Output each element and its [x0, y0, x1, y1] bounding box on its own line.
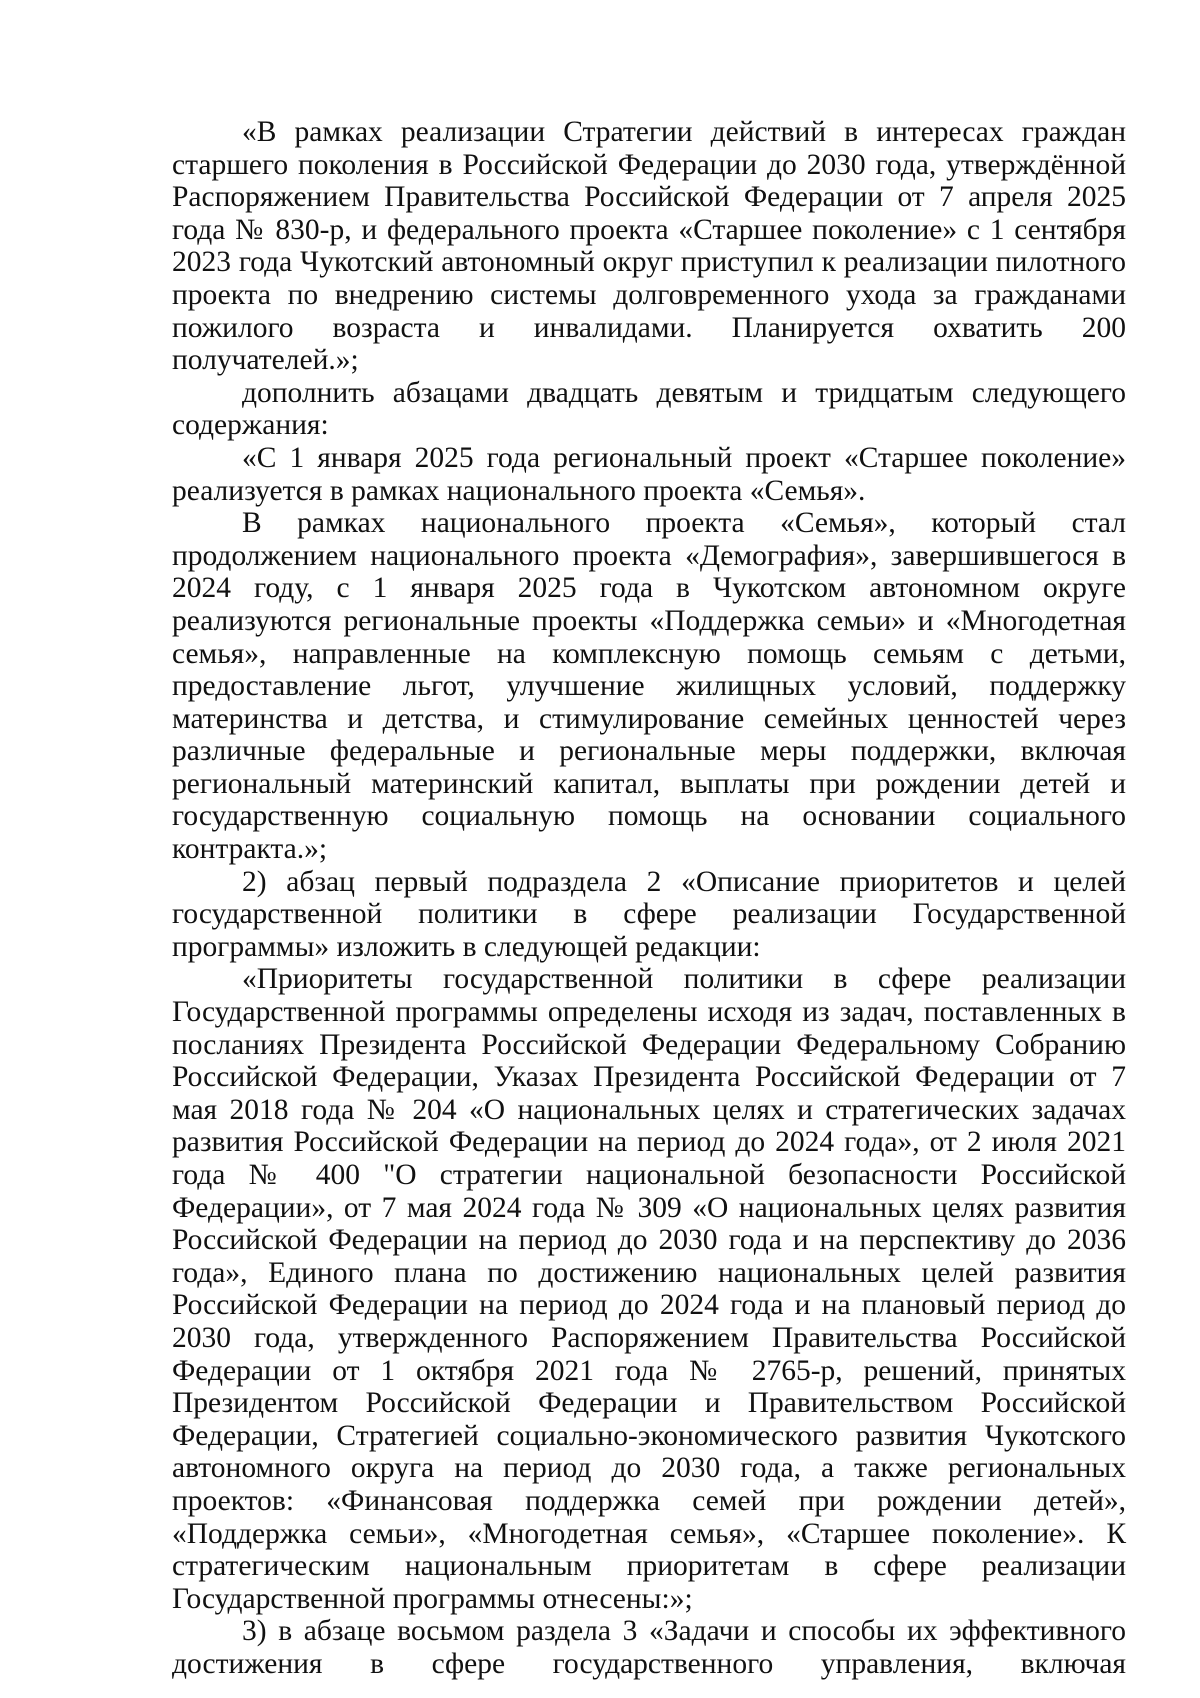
paragraph-item-2: 2) абзац первый подраздела 2 «Описание приоритетов и целей государственной политики в сфере реализации Государственной программы» изложить в следующей редакции:	[172, 865, 1126, 963]
paragraph-item-3: 3) в абзаце восьмом раздела 3 «Задачи и способы их эффективного достижения в сфере государственного управления, включая	[172, 1615, 1126, 1680]
paragraph-ltc-pilot-project: «В рамках реализации Стратегии действий в интересах граждан старшего поколения в Российской Федерации до 2030 года, утверждённой Распоряжением Правительства Российской Федерации от 7 апреля 2025 года № 830-р, и федерального проекта «Старшее поколение» с 1 сентября 2023 года Чукотский автономный округ приступил к реализации пилотного проекта по внедрению системы долговременного ухода за гражданами пожилого возраста и инвалидами. Планируется охватить 200 получателей.»;	[172, 116, 1126, 377]
paragraph-policy-priorities: «Приоритеты государственной политики в сфере реализации Государственной программы определены исходя из задач, поставленных в посланиях Президента Российской Федерации Федеральному Собранию Российской Федерации, Указах Президента Российской Федерации от 7 мая 2018 года № 204 «О национальных целях и стратегических задачах развития Российской Федерации на период до 2024 года», от 2 июля 2021 года № 400 "О стратегии национальной безопасности Российской Федерации», от 7 мая 2024 года № 309 «О национальных целях развития Российской Федерации на период до 2030 года и на перспективу до 2036 года», Единого плана по достижению национальных целей развития Российской Федерации на период до 2024 года и на плановый период до 2030 года, утвержденного Распоряжением Правительства Российской Федерации от 1 октября 2021 года № 2765-р, решений, принятых Президентом Российской Федерации и Правительством Российской Федерации, Стратегией социально-экономического развития Чукотского автономного округа на период до 2030 года, а также региональных проектов: «Финансовая поддержка семей при рождении детей», «Поддержка семьи», «Многодетная семья», «Старшее поколение». К стратегическим национальным приоритетам в сфере реализации Государственной программы отнесены:»;	[172, 963, 1126, 1615]
document-page	[172, 116, 1126, 1681]
paragraph-family-national-project: В рамках национального проекта «Семья», который стал продолжением национального проекта «Демография», завершившегося в 2024 году, с 1 января 2025 года в Чукотском автономном округе реализуются региональные проекты «Поддержка семьи» и «Многодетная семья», направленные на комплексную помощь семьям с детьми, предоставление льгот, улучшение жилищных условий, поддержку материнства и детства, и стимулирование семейных ценностей через различные федеральные и региональные меры поддержки, включая региональный материнский капитал, выплаты при рождении детей и государственную социальную помощь на основании социального контракта.»;	[172, 507, 1126, 866]
paragraph-amendment-instruction: дополнить абзацами двадцать девятым и тридцатым следующего содержания:	[172, 376, 1126, 442]
paragraph-senior-generation-project: «С 1 января 2025 года региональный проект «Старшее поколение» реализуется в рамках национального проекта «Семья».	[172, 441, 1126, 507]
